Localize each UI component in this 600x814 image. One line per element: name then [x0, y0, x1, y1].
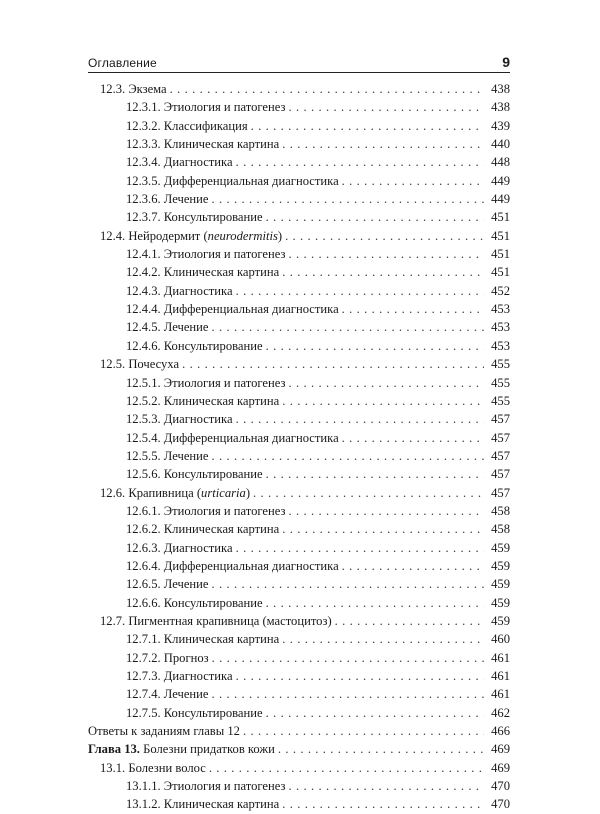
toc-entry — [88, 447, 510, 465]
toc-entry — [88, 777, 510, 795]
toc-entry-title — [126, 117, 251, 135]
toc-entry-page: 462 — [484, 704, 510, 722]
toc-entry-title-part: urticaria — [201, 485, 246, 500]
toc-entry-page: 460 — [484, 630, 510, 648]
toc-entry-page: 449 — [484, 172, 510, 190]
toc-entry — [88, 704, 510, 722]
toc-entry-title — [126, 282, 236, 300]
toc-entry-title-part: 12.3.1. Этиология и патогенез — [126, 100, 286, 115]
page-number: 9 — [502, 54, 510, 70]
toc-entry-title-part: 13.1.2. Клиническая картина — [126, 797, 280, 812]
toc-entry-title-part: 12.6.5. Лечение — [126, 577, 209, 592]
toc-entry-title — [126, 777, 288, 795]
toc-entry-title-part: 12.3.4. Диагностика — [126, 155, 233, 170]
toc-entry — [88, 153, 510, 171]
toc-entry-page: 459 — [484, 575, 510, 593]
toc-entry-page: 455 — [484, 392, 510, 410]
toc-entry-title-part: ) — [245, 485, 251, 500]
toc-entry — [88, 484, 510, 502]
toc-entry-title-part: 12.6.1. Этиология и патогенез — [126, 503, 286, 518]
toc-entry-page: 461 — [484, 667, 510, 685]
toc-leader-dots — [288, 374, 484, 392]
toc-entry-title — [126, 98, 288, 116]
toc-entry-title — [126, 649, 212, 667]
toc-entry-title — [126, 392, 282, 410]
toc-leader-dots — [236, 282, 484, 300]
toc-entry-page: 451 — [484, 227, 510, 245]
toc-entry-title-part: 12.4.1. Этиология и патогенез — [126, 247, 286, 262]
toc-entry-title — [126, 318, 212, 336]
toc-entry — [88, 410, 510, 428]
toc-entry-title-part: neurodermitis — [207, 228, 278, 243]
toc-entry — [88, 135, 510, 153]
toc-leader-dots — [236, 410, 484, 428]
toc-entry-title-part: 12.4.3. Диагностика — [126, 283, 233, 298]
toc-entry-page: 457 — [484, 447, 510, 465]
toc-entry-title-part: 12.5.6. Консультирование — [126, 467, 263, 482]
toc-entry-page: 453 — [484, 300, 510, 318]
toc-entry-title-part: 12.5.4. Дифференциальная диагностика — [126, 430, 339, 445]
toc-entry — [88, 98, 510, 116]
toc-entry-title — [126, 190, 212, 208]
toc-entry-title — [126, 447, 212, 465]
toc-entry-page: 459 — [484, 539, 510, 557]
toc-leader-dots — [288, 777, 484, 795]
toc-entry-title — [126, 539, 236, 557]
toc-entry-title-part: 12.7. Пигментная крапивница (мастоцитоз) — [100, 613, 332, 628]
toc-entry-title — [88, 722, 243, 740]
toc-entry — [88, 392, 510, 410]
toc-leader-dots — [288, 98, 484, 116]
toc-entry-page: 453 — [484, 318, 510, 336]
toc-entry-title — [126, 557, 342, 575]
toc-entry — [88, 227, 510, 245]
toc-leader-dots — [342, 557, 484, 575]
toc-entry-title-part: 13.1.1. Этиология и патогенез — [126, 779, 286, 794]
running-header — [88, 52, 510, 70]
toc-entry-title-part: 12.5.5. Лечение — [126, 448, 209, 463]
toc-entry-page: 459 — [484, 594, 510, 612]
toc-entry — [88, 172, 510, 190]
toc-entry-page: 451 — [484, 263, 510, 281]
toc-entry-title-part: 12.7.3. Диагностика — [126, 669, 233, 683]
toc-entry-title-part: 12.4.5. Лечение — [126, 320, 209, 335]
toc-entry-title — [126, 667, 236, 685]
toc-entry-title — [126, 685, 212, 703]
toc-entry-title — [126, 374, 288, 392]
toc-entry-title-part: ) — [277, 228, 283, 243]
toc-entry-title-part: 12.4.4. Дифференциальная диагностика — [126, 302, 339, 317]
toc-entry — [88, 520, 510, 538]
toc-entry-title-part: 12.6.2. Клиническая картина — [126, 522, 280, 537]
toc-entry-title-part: 12.5.2. Клиническая картина — [126, 393, 280, 408]
toc-entry — [88, 337, 510, 355]
toc-entry-title — [126, 795, 282, 813]
toc-entry-title-part: 12.6. Крапивница ( — [100, 485, 202, 500]
toc-entry-title — [126, 208, 266, 226]
toc-entry — [88, 502, 510, 520]
toc-entry — [88, 117, 510, 135]
toc-leader-dots — [236, 539, 484, 557]
toc-entry-title — [126, 575, 212, 593]
toc-entry-page: 458 — [484, 502, 510, 520]
toc-leader-dots — [212, 685, 484, 703]
toc-entry-page: 457 — [484, 429, 510, 447]
toc-entry-page: 457 — [484, 484, 510, 502]
toc-leader-dots — [266, 337, 484, 355]
toc-entry-title — [126, 630, 282, 648]
toc-entry — [88, 722, 510, 740]
toc-leader-dots — [236, 153, 484, 171]
toc-entry — [88, 465, 510, 483]
toc-entry — [88, 245, 510, 263]
toc-entry-title-part: Болезни придатков кожи — [139, 742, 275, 757]
toc-entry-title — [100, 759, 209, 777]
toc-entry-title — [126, 337, 266, 355]
toc-entry — [88, 300, 510, 318]
toc-entry — [88, 539, 510, 557]
toc-entry-title-part: 12.3.5. Дифференциальная диагностика — [126, 173, 339, 188]
toc-entry-page: 459 — [484, 612, 510, 630]
toc-leader-dots — [288, 245, 484, 263]
toc-leader-dots — [209, 759, 484, 777]
toc-entry-page: 452 — [484, 282, 510, 300]
toc-leader-dots — [182, 355, 484, 373]
toc-entry — [88, 575, 510, 593]
toc-entry-title — [126, 172, 342, 190]
toc-entry-title-part: 12.4. Нейродермит ( — [100, 228, 208, 243]
toc-entry-title-part: 12.3.6. Лечение — [126, 192, 209, 207]
toc-entry-title — [126, 704, 266, 722]
toc-leader-dots — [266, 208, 484, 226]
toc-leader-dots — [342, 429, 484, 447]
toc-entry-title — [126, 245, 288, 263]
toc-entry — [88, 667, 510, 685]
toc-entry-title-part: 12.3.7. Консультирование — [126, 210, 263, 225]
toc-entry-page: 448 — [484, 153, 510, 171]
toc-leader-dots — [282, 135, 484, 153]
toc-leader-dots — [266, 704, 484, 722]
toc-leader-dots — [253, 484, 484, 502]
toc-entry-title — [100, 80, 170, 98]
toc-entry-title-part: 12.6.4. Дифференциальная диагностика — [126, 558, 339, 573]
toc-entry — [88, 429, 510, 447]
toc-entry-title-part: 12.5. Почесуха — [100, 357, 180, 372]
toc-entry-title-part: 12.4.6. Консультирование — [126, 338, 263, 353]
toc-entry — [88, 374, 510, 392]
toc-leader-dots — [243, 722, 484, 740]
toc-leader-dots — [266, 594, 484, 612]
toc-leader-dots — [342, 172, 484, 190]
toc-leader-dots — [285, 227, 484, 245]
toc-entry-title — [126, 135, 282, 153]
toc-entry-title-part: 13.1. Болезни волос — [100, 760, 206, 775]
toc-entry-page: 457 — [484, 410, 510, 428]
toc-leader-dots — [282, 630, 484, 648]
toc-leader-dots — [282, 392, 484, 410]
toc-entry — [88, 795, 510, 813]
toc-leader-dots — [342, 300, 484, 318]
toc-entry — [88, 649, 510, 667]
toc-entry-page: 449 — [484, 190, 510, 208]
toc-leader-dots — [266, 465, 484, 483]
toc-entry — [88, 282, 510, 300]
toc-leader-dots — [288, 502, 484, 520]
toc-entry-title — [126, 300, 342, 318]
toc-leader-dots — [212, 575, 484, 593]
toc-entry-title — [100, 227, 285, 245]
toc-entry-title — [126, 153, 236, 171]
toc-entry — [88, 759, 510, 777]
toc-entry — [88, 208, 510, 226]
toc-leader-dots — [212, 318, 484, 336]
toc-entry-page: 457 — [484, 465, 510, 483]
toc-entry-page: 438 — [484, 80, 510, 98]
toc-entry-page: 470 — [484, 777, 510, 795]
toc-leader-dots — [282, 795, 484, 813]
toc-entry-title-part: 12.5.1. Этиология и патогенез — [126, 375, 286, 390]
toc-entry-title — [100, 612, 335, 630]
toc-entry-title-part: 12.7.4. Лечение — [126, 687, 209, 702]
toc-entry-page: 440 — [484, 135, 510, 153]
toc-entry-title — [126, 410, 236, 428]
toc-entry — [88, 630, 510, 648]
toc-entry-title-part: 12.6.3. Диагностика — [126, 540, 233, 555]
toc-entry-page: 451 — [484, 208, 510, 226]
toc-leader-dots — [335, 612, 484, 630]
toc-entry-page: 469 — [484, 740, 510, 758]
toc-entry-title — [100, 355, 182, 373]
toc-entry — [88, 685, 510, 703]
table-of-contents — [88, 80, 510, 814]
toc-entry-title — [126, 520, 282, 538]
toc-entry-title — [126, 429, 342, 447]
toc-entry-page: 438 — [484, 98, 510, 116]
toc-entry — [88, 190, 510, 208]
toc-leader-dots — [282, 520, 484, 538]
toc-entry-page: 459 — [484, 557, 510, 575]
toc-entry-page: 461 — [484, 649, 510, 667]
toc-entry-title-part: 12.6.6. Консультирование — [126, 595, 263, 610]
toc-entry — [88, 355, 510, 373]
toc-entry — [88, 594, 510, 612]
toc-entry-title — [126, 502, 288, 520]
toc-entry-page: 453 — [484, 337, 510, 355]
toc-entry-title — [126, 465, 266, 483]
toc-entry-title — [126, 263, 282, 281]
toc-leader-dots — [282, 263, 484, 281]
toc-entry-page: 461 — [484, 685, 510, 703]
toc-entry — [88, 318, 510, 336]
toc-entry-title-part: 12.3. Экзема — [100, 82, 167, 96]
toc-leader-dots — [212, 447, 484, 465]
toc-entry-title-part: Ответы к заданиям главы 12 — [88, 724, 240, 739]
toc-entry-title-part: 12.4.2. Клиническая картина — [126, 265, 280, 280]
running-header-title: Оглавление — [88, 56, 157, 70]
toc-entry — [88, 80, 510, 98]
toc-entry-title-part: Глава 13. — [88, 742, 140, 757]
toc-entry-title-part: 12.7.1. Клиническая картина — [126, 632, 280, 647]
toc-leader-dots — [212, 649, 484, 667]
toc-leader-dots — [170, 80, 484, 98]
toc-entry-title-part: 12.5.3. Диагностика — [126, 412, 233, 427]
toc-entry-page: 470 — [484, 795, 510, 813]
toc-entry-page: 466 — [484, 722, 510, 740]
toc-entry — [88, 612, 510, 630]
toc-entry-page: 439 — [484, 117, 510, 135]
toc-entry-title-part: 12.7.2. Прогноз — [126, 650, 209, 665]
toc-entry-title-part: 12.3.3. Клиническая картина — [126, 137, 280, 152]
toc-entry-page: 469 — [484, 759, 510, 777]
toc-entry-page: 458 — [484, 520, 510, 538]
toc-leader-dots — [212, 190, 484, 208]
toc-entry-page: 455 — [484, 374, 510, 392]
toc-entry-page: 455 — [484, 355, 510, 373]
toc-entry — [88, 557, 510, 575]
toc-entry-title-part: 12.7.5. Консультирование — [126, 705, 263, 720]
toc-entry-title-part: 12.3.2. Классификация — [126, 118, 248, 133]
header-divider — [88, 72, 510, 73]
toc-leader-dots — [236, 667, 484, 685]
toc-entry — [88, 263, 510, 281]
toc-entry-title — [126, 594, 266, 612]
toc-entry-title — [100, 484, 253, 502]
toc-leader-dots — [251, 117, 484, 135]
toc-entry-page: 451 — [484, 245, 510, 263]
